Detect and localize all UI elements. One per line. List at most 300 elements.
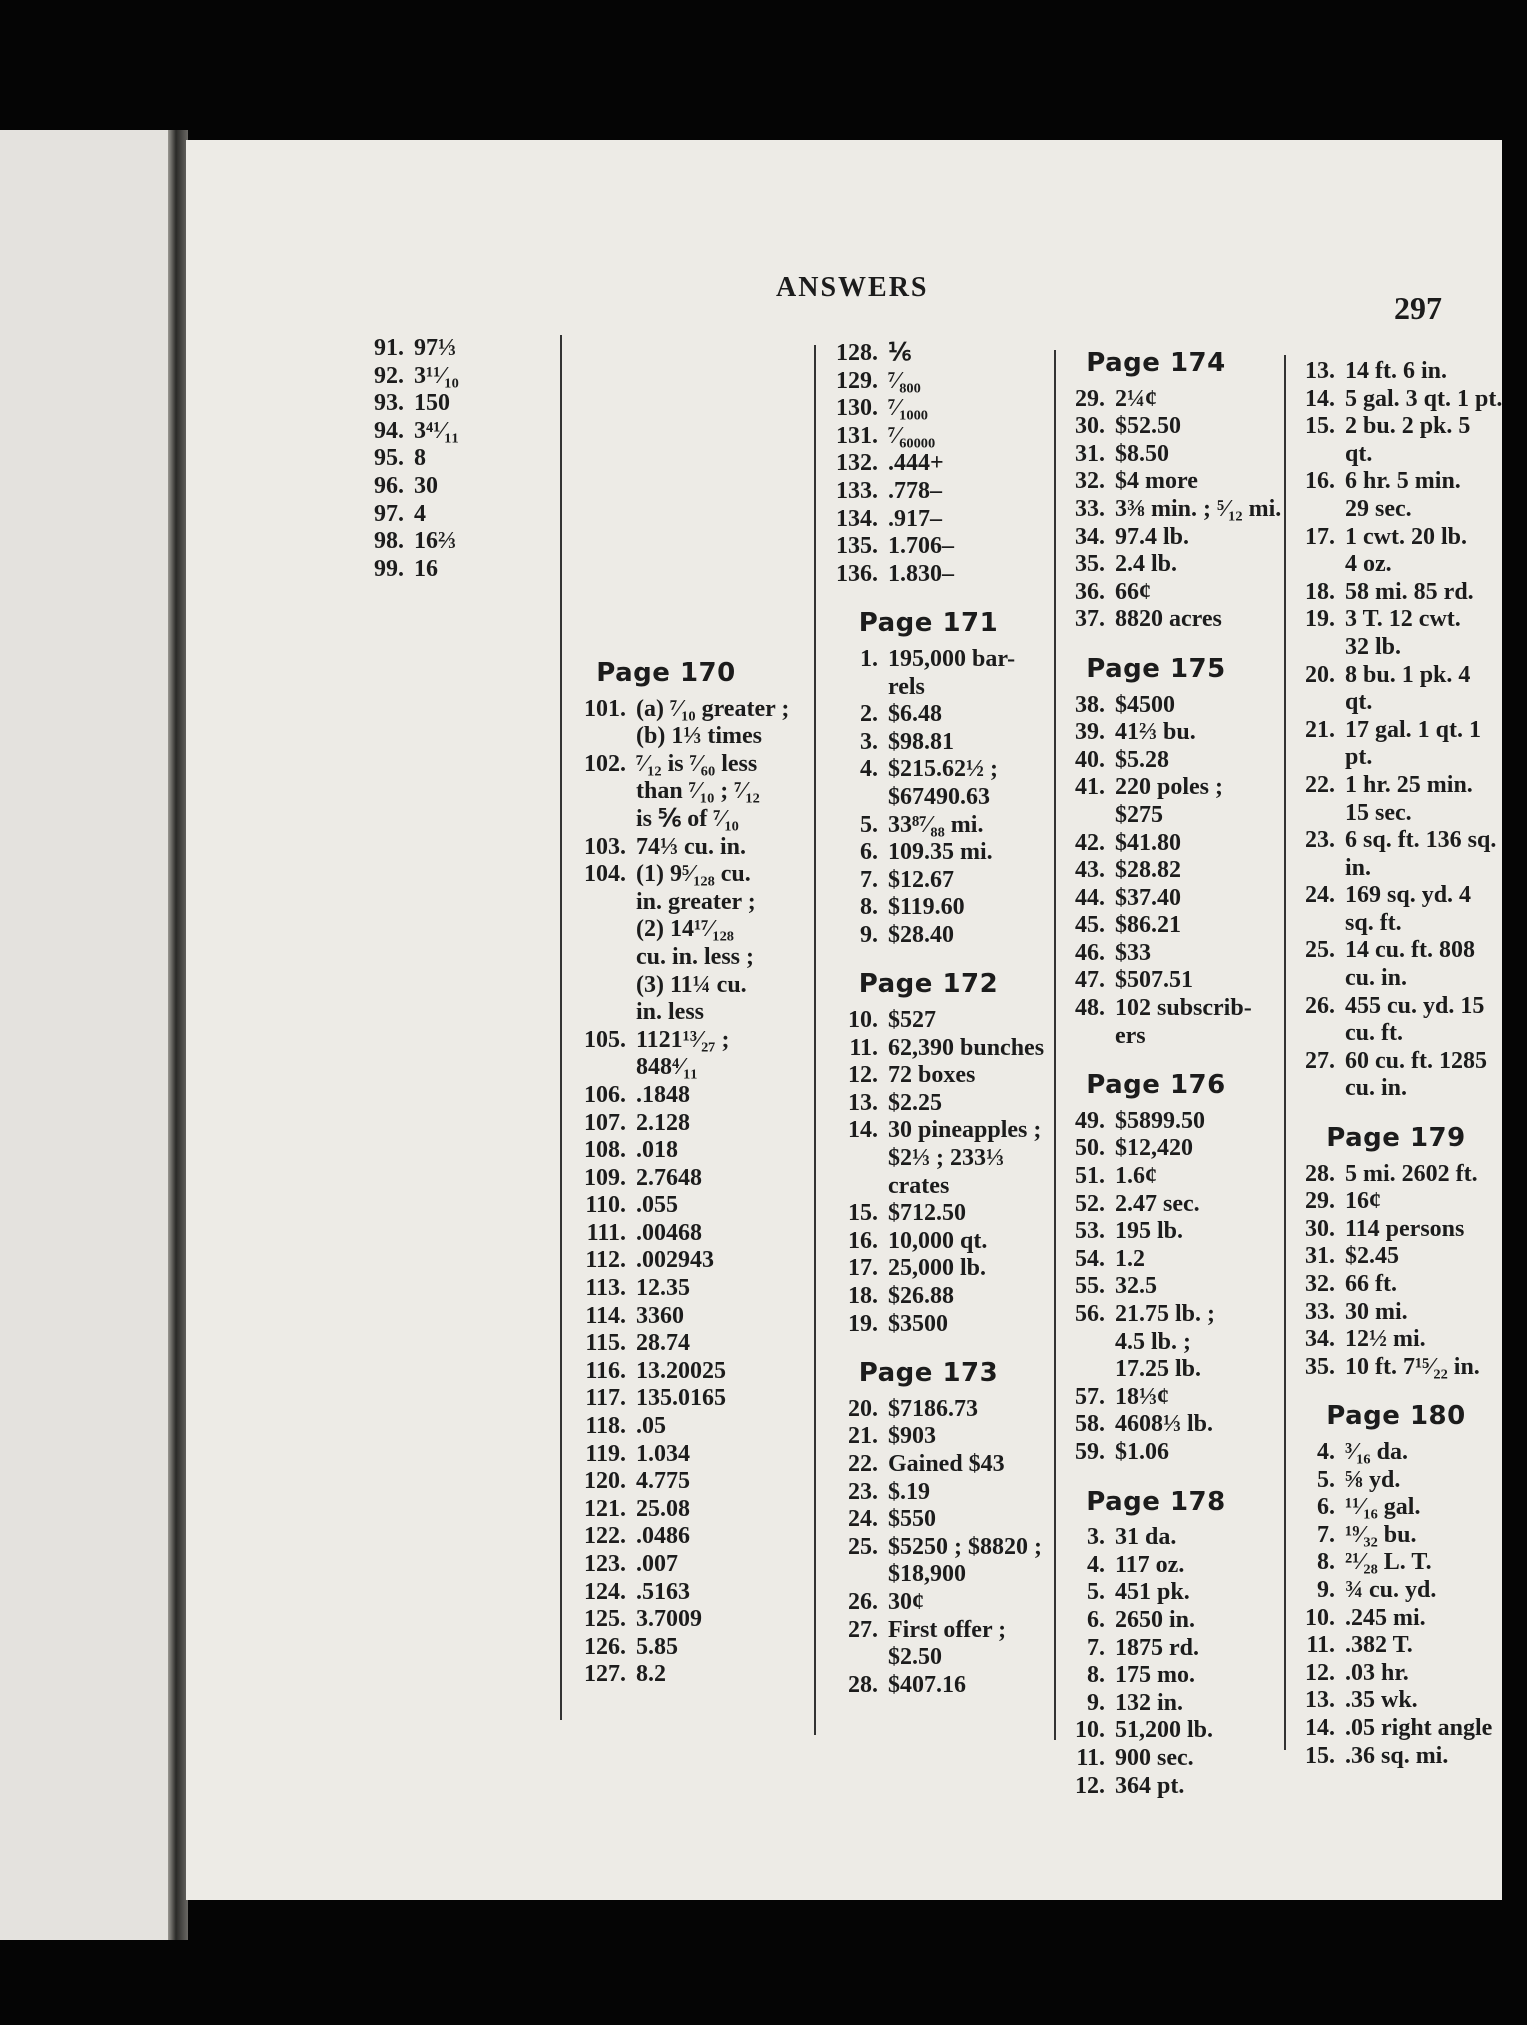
problem-number: 101.: [584, 695, 626, 722]
answer-text: [636, 1385, 726, 1413]
problem-number: 28.: [1305, 1160, 1335, 1187]
problem-number: 112.: [585, 1247, 626, 1274]
answer-text: [1115, 1301, 1215, 1384]
answer-text: [888, 368, 921, 396]
answer-entry: [1051, 1411, 1261, 1439]
answer-text: [414, 473, 438, 501]
problem-number: 22.: [1305, 771, 1335, 798]
problem-number: 2.: [860, 701, 878, 728]
problem-number: 135.: [836, 533, 878, 560]
answer-entry: [566, 1496, 766, 1524]
problem-number: 14.: [1305, 1714, 1335, 1741]
problem-number: 16.: [1305, 468, 1335, 495]
problem-number: 102.: [584, 750, 626, 777]
answer-entry: [1051, 606, 1261, 634]
answer-line: 8: [414, 445, 426, 472]
answer-text: [888, 533, 954, 561]
problem-number: 13.: [848, 1089, 878, 1116]
answer-text: [1345, 1687, 1418, 1715]
problem-number: 33.: [1075, 495, 1105, 522]
problem-number: 54.: [1075, 1245, 1105, 1272]
problem-number: 31.: [1305, 1243, 1335, 1270]
problem-number: 31.: [1075, 440, 1105, 467]
problem-number: 93.: [374, 390, 404, 417]
answer-line: 32 lb.: [1345, 633, 1402, 660]
answer-line: 4: [414, 500, 426, 527]
problem-number: 131.: [836, 422, 878, 449]
answer-entry: [354, 501, 594, 529]
problem-number: 111.: [586, 1219, 626, 1246]
answer-text: [1345, 1161, 1478, 1189]
answer-line: ⅝ yd.: [1345, 1466, 1401, 1493]
answer-entry: [566, 1330, 766, 1358]
problem-number: 6.: [860, 839, 878, 866]
answer-entry: [826, 1117, 1042, 1200]
problem-number: 128.: [836, 340, 878, 366]
answer-text: [888, 1396, 978, 1424]
answer-text: [636, 1634, 678, 1662]
answer-text: [1115, 747, 1169, 775]
answer-entry: [826, 1589, 1031, 1617]
answer-line: 2.7648: [636, 1164, 702, 1191]
answer-entry: [1291, 1632, 1501, 1660]
answer-line: 6 sq. ft. 136 sq.: [1345, 827, 1497, 854]
problem-number: 122.: [584, 1523, 626, 1550]
answer-line: 364 pt.: [1115, 1772, 1185, 1799]
answer-text: [1115, 1690, 1183, 1718]
answer-entry: [566, 1523, 766, 1551]
answers-column-5: [1291, 358, 1501, 1770]
answer-text: [1115, 524, 1189, 552]
answer-line: $527: [888, 1007, 936, 1034]
problem-number: 14.: [1305, 385, 1335, 412]
answer-line: 3 T. 12 cwt.: [1345, 606, 1461, 633]
answer-entry: [354, 335, 594, 363]
answer-line: 31 da.: [1115, 1524, 1177, 1551]
answers-column-3: [826, 340, 1045, 1699]
answer-text: [1115, 830, 1181, 858]
problem-number: 12.: [1305, 1659, 1335, 1686]
answer-entry: [1051, 551, 1261, 579]
answer-text: [888, 812, 983, 840]
answer-text: [888, 1423, 936, 1451]
answer-entry: [354, 445, 594, 473]
problem-number: 129.: [836, 367, 878, 394]
answer-text: [1115, 1607, 1195, 1635]
answer-line: $712.50: [888, 1200, 966, 1227]
answer-text: [414, 528, 456, 556]
problem-number: 120.: [584, 1468, 626, 1495]
problem-number: 11.: [1306, 1632, 1335, 1659]
answer-line: 17 gal. 1 qt. 1: [1345, 716, 1482, 743]
answers-column-2: [566, 658, 790, 1689]
problem-number: 7.: [860, 866, 878, 893]
answer-text: [414, 556, 438, 584]
problem-number: 24.: [848, 1506, 878, 1533]
answer-entry: [826, 1617, 1031, 1672]
answer-text: [888, 1200, 966, 1228]
problem-number: 121.: [584, 1495, 626, 1522]
answer-text: [636, 1413, 666, 1441]
answer-line: 33⁸⁷⁄₈₈ mi.: [888, 811, 984, 838]
problem-number: 8.: [1087, 1662, 1105, 1689]
problem-number: 17.: [848, 1255, 878, 1282]
answer-entry: [1051, 912, 1261, 940]
answer-entry: [1051, 747, 1261, 775]
answer-line: ⁷⁄₁₀₀₀: [888, 395, 928, 422]
problem-number: 15.: [1305, 413, 1335, 440]
problem-number: 26.: [1305, 992, 1335, 1019]
answer-entry: [566, 1027, 766, 1082]
answer-entry: [1051, 719, 1261, 747]
section-heading: Page 172: [858, 969, 999, 1000]
answer-entry: [1291, 1467, 1501, 1495]
problem-number: 17.: [1305, 523, 1335, 550]
answer-text: [888, 1672, 966, 1700]
answer-text: [414, 445, 426, 473]
answer-entry: [1051, 1246, 1261, 1274]
answer-line: 25,000 lb.: [888, 1255, 987, 1282]
answer-text: [1345, 937, 1475, 992]
answer-text: [636, 1165, 702, 1193]
answer-line: 8 bu. 1 pk. 4: [1345, 661, 1471, 688]
answer-entry: [566, 1634, 766, 1662]
answer-text: [888, 867, 954, 895]
answer-entry: [1051, 579, 1261, 607]
section-heading: Page 179: [1326, 1123, 1466, 1154]
answer-text: [1115, 692, 1175, 720]
answer-line: ³⁄₁₆ da.: [1345, 1438, 1408, 1465]
answer-line: ers: [1115, 1022, 1146, 1049]
answer-entry: [566, 1137, 766, 1165]
problem-number: 49.: [1075, 1107, 1105, 1134]
answer-line: $26.88: [888, 1283, 954, 1309]
answer-text: [1345, 606, 1461, 661]
answer-text: [636, 1496, 690, 1524]
answer-line: in. less: [636, 999, 705, 1026]
answer-entry: [826, 340, 1031, 368]
problem-number: 27.: [1305, 1047, 1335, 1074]
answer-entry: [354, 363, 594, 391]
problem-number: 11.: [849, 1034, 878, 1061]
answer-entry: [354, 390, 594, 418]
answer-text: [1345, 717, 1481, 772]
answer-entry: [1051, 692, 1261, 720]
answer-line: $5250 ; $8820 ;: [888, 1533, 1042, 1560]
answer-entry: [1051, 1301, 1261, 1384]
problem-number: 91.: [374, 335, 404, 361]
answer-line: $4 more: [1115, 468, 1198, 495]
answer-line: 451 pk.: [1115, 1579, 1190, 1606]
answer-entry: [1051, 524, 1261, 552]
section-heading: Page 176: [1086, 1070, 1226, 1101]
answer-text: [636, 1027, 729, 1082]
answer-entry: [1051, 1135, 1261, 1163]
problem-number: 52.: [1075, 1190, 1105, 1217]
section-heading: Page 174: [1086, 348, 1226, 378]
answer-line: ⅙: [888, 340, 912, 366]
answer-line: 150: [414, 390, 450, 417]
answer-line: (2) 14¹⁷⁄₁₂₈: [636, 916, 734, 943]
answer-entry: [1291, 1326, 1501, 1354]
problem-number: 5.: [1087, 1579, 1105, 1606]
answer-entry: [1291, 1161, 1501, 1189]
answer-line: 195 lb.: [1115, 1218, 1184, 1245]
answer-entry: [1051, 1717, 1261, 1745]
answer-text: [1345, 1216, 1464, 1244]
answer-text: [636, 1137, 678, 1165]
answer-entry: [1291, 717, 1501, 772]
answer-entry: [1051, 1635, 1261, 1663]
answer-entry: [566, 1247, 766, 1275]
answer-entry: [826, 1672, 1031, 1700]
answer-line: 1.830–: [888, 560, 954, 587]
answer-line: 29 sec.: [1345, 495, 1412, 522]
answer-line: (1) 9⁵⁄₁₂₈ cu.: [636, 861, 751, 888]
answer-text: [888, 395, 928, 423]
problem-number: 30.: [1305, 1215, 1335, 1242]
answer-text: [888, 1228, 987, 1256]
problem-number: 10.: [1305, 1604, 1335, 1631]
problem-number: 15.: [848, 1200, 878, 1227]
answer-entry: [826, 423, 1031, 451]
answer-entry: [566, 1468, 766, 1496]
answer-line: .055: [636, 1192, 678, 1219]
answer-text: [1345, 1271, 1397, 1299]
problem-number: 8.: [1317, 1549, 1335, 1576]
answer-line: 51,200 lb.: [1115, 1717, 1214, 1744]
answer-text: [636, 1606, 702, 1634]
answer-entry: [1051, 1690, 1261, 1718]
problem-number: 50.: [1075, 1135, 1105, 1162]
answer-entry: [1291, 1687, 1501, 1715]
problem-number: 42.: [1075, 829, 1105, 856]
problem-number: 7.: [1087, 1634, 1105, 1661]
answer-entry: [1051, 1552, 1261, 1580]
answer-entry: [566, 861, 766, 1027]
answer-text: [1115, 885, 1181, 913]
answers-page: [186, 140, 1502, 1900]
answer-text: [1115, 1384, 1169, 1412]
answer-text: [1345, 1549, 1432, 1577]
answer-text: [888, 1283, 954, 1311]
answer-line: 30 mi.: [1345, 1298, 1408, 1325]
problem-number: 92.: [374, 362, 404, 389]
answer-text: [1115, 1635, 1199, 1663]
problem-number: 26.: [848, 1588, 878, 1615]
answer-entry: [1291, 606, 1501, 661]
problem-number: 10.: [1075, 1717, 1105, 1744]
answer-line: .002943: [636, 1247, 714, 1274]
answer-text: [888, 1035, 1044, 1063]
answer-line: .382 T.: [1345, 1632, 1413, 1659]
answer-text: [1345, 772, 1473, 827]
answer-entry: [566, 1192, 766, 1220]
problem-number: 27.: [848, 1616, 878, 1643]
answer-entry: [1291, 1243, 1501, 1271]
problem-number: 4.: [860, 756, 878, 783]
problem-number: 12.: [848, 1062, 878, 1089]
answer-entry: [566, 1551, 766, 1579]
answer-line: 4 oz.: [1345, 551, 1392, 578]
answer-text: [1345, 1715, 1492, 1743]
problem-number: 34.: [1305, 1326, 1335, 1353]
answer-line: 13.20025: [636, 1357, 726, 1384]
answer-entry: [1291, 937, 1501, 992]
answer-entry: [1291, 1522, 1501, 1550]
answer-entry: [354, 473, 594, 501]
answer-entry: [826, 1396, 1031, 1424]
answer-line: sq. ft.: [1345, 909, 1402, 936]
answer-entry: [1291, 413, 1501, 468]
answer-entry: [1051, 1384, 1261, 1412]
answer-line: 5 mi. 2602 ft.: [1345, 1160, 1478, 1187]
problem-number: 39.: [1075, 719, 1105, 746]
problem-number: 35.: [1305, 1353, 1335, 1380]
problem-number: 127.: [584, 1661, 626, 1688]
answer-entry: [1051, 1773, 1261, 1801]
answer-entry: [354, 556, 594, 584]
answer-text: [1115, 1439, 1169, 1467]
answer-line: $2⅓ ; 233⅓: [888, 1145, 1004, 1172]
answer-text: [1115, 857, 1181, 885]
answer-line: 72 boxes: [888, 1062, 976, 1089]
answer-text: [888, 701, 942, 729]
problem-number: 105.: [584, 1026, 626, 1053]
answer-line: ¹¹⁄₁₆ gal.: [1345, 1494, 1421, 1521]
problem-number: 37.: [1075, 606, 1105, 633]
answer-entry: [826, 1228, 1031, 1256]
answer-text: [1345, 413, 1470, 468]
answer-text: [1115, 940, 1151, 968]
answer-entry: [354, 418, 594, 446]
answer-text: [888, 1311, 948, 1339]
answer-line: .1848: [636, 1081, 690, 1108]
answer-entry: [1291, 1271, 1501, 1299]
problem-number: 20.: [848, 1395, 878, 1422]
answer-text: [1115, 468, 1198, 496]
problem-number: 124.: [584, 1578, 626, 1605]
answer-entry: [826, 1034, 1045, 1063]
answer-line: 58 mi. 85 rd.: [1345, 578, 1474, 605]
answer-line: ⁷⁄₈₀₀: [888, 367, 921, 394]
answer-line: 1.706–: [888, 533, 954, 560]
problem-number: 14.: [848, 1117, 878, 1144]
answer-text: [636, 696, 789, 751]
answer-text: [888, 1534, 1042, 1589]
answer-entry: [566, 834, 766, 862]
problem-number: 24.: [1305, 882, 1335, 909]
answer-line: $.19: [888, 1478, 930, 1505]
answer-line: 12½ mi.: [1345, 1326, 1426, 1353]
answer-entry: [566, 1165, 766, 1193]
answer-text: [1345, 1188, 1381, 1216]
problem-number: 4.: [1317, 1438, 1335, 1465]
answer-text: [1115, 1717, 1213, 1745]
answer-entry: [1051, 774, 1261, 829]
answer-line: 6 hr. 5 min.: [1345, 468, 1461, 495]
problem-number: 38.: [1075, 691, 1105, 718]
problem-number: 33.: [1305, 1298, 1335, 1325]
answer-text: [1115, 1662, 1195, 1690]
answer-entry: [1051, 830, 1261, 858]
answer-line: .5163: [636, 1578, 690, 1605]
answer-entry: [1051, 1273, 1261, 1301]
answer-entry: [826, 478, 1031, 506]
answer-text: [414, 418, 459, 446]
problem-number: 115.: [585, 1330, 626, 1357]
problem-number: 116.: [585, 1357, 626, 1384]
problem-number: 5.: [1317, 1466, 1335, 1493]
answer-text: [414, 501, 426, 529]
problem-number: 109.: [584, 1164, 626, 1191]
answer-line: rels: [888, 673, 925, 700]
answer-line: 1875 rd.: [1115, 1634, 1199, 1661]
answer-text: [636, 1247, 714, 1275]
answer-entry: [826, 395, 1031, 423]
problem-number: 59.: [1075, 1438, 1105, 1465]
answer-line: $119.60: [888, 894, 965, 921]
problem-number: 103.: [584, 833, 626, 860]
answer-line: .36 sq. mi.: [1345, 1742, 1449, 1769]
answer-line: 5 gal. 3 qt. 1 pt.: [1345, 385, 1503, 412]
answer-entry: [826, 533, 1031, 561]
answer-entry: [826, 1533, 1042, 1589]
answer-entry: [826, 701, 1031, 729]
answer-text: [1345, 1494, 1420, 1522]
answer-entry: [826, 1423, 1031, 1451]
answer-line: than ⁷⁄₁₀ ; ⁷⁄₁₂: [636, 778, 760, 805]
answer-entry: [826, 1200, 1031, 1228]
answer-line: ¹⁹⁄₃₂ bu.: [1345, 1521, 1417, 1548]
answer-line: cu. in.: [1345, 965, 1408, 992]
problem-number: 114.: [585, 1302, 626, 1329]
answer-text: [636, 861, 756, 1027]
answer-entry: [566, 695, 790, 751]
answer-line: $4500: [1115, 691, 1175, 718]
answer-line: pt.: [1345, 744, 1373, 771]
problem-number: 58.: [1075, 1411, 1105, 1438]
answer-line: 3.7009: [636, 1606, 702, 1633]
answer-text: [1345, 1439, 1408, 1467]
answer-text: [636, 1523, 690, 1551]
answer-line: 1.034: [636, 1440, 690, 1467]
answer-text: [1115, 1524, 1176, 1552]
answer-line: 17.25 lb.: [1115, 1356, 1202, 1383]
answer-text: [1115, 1218, 1183, 1246]
answer-line: 16¢: [1345, 1188, 1381, 1215]
book-gutter: [168, 130, 188, 1940]
problem-number: 119.: [585, 1440, 626, 1467]
answer-entry: [1291, 386, 1501, 414]
answer-line: 1121¹³⁄₂₇ ;: [636, 1026, 730, 1053]
answer-line: .03 hr.: [1345, 1659, 1409, 1686]
answer-line: .018: [636, 1137, 678, 1164]
answer-line: $12,420: [1115, 1135, 1193, 1162]
answer-text: [414, 335, 456, 363]
answer-entry: [1291, 772, 1501, 827]
answer-text: [1115, 912, 1181, 940]
answer-text: [888, 922, 954, 950]
answer-line: ⁷⁄₁₂ is ⁷⁄₆₀ less: [636, 750, 758, 777]
answer-line: 12.35: [636, 1275, 690, 1302]
answer-text: [888, 894, 965, 922]
answer-entry: [826, 646, 1031, 701]
problem-number: 117.: [585, 1385, 626, 1412]
answer-line: 1.2: [1115, 1245, 1145, 1272]
answer-text: [1345, 1299, 1408, 1327]
answer-text: [636, 1082, 690, 1110]
